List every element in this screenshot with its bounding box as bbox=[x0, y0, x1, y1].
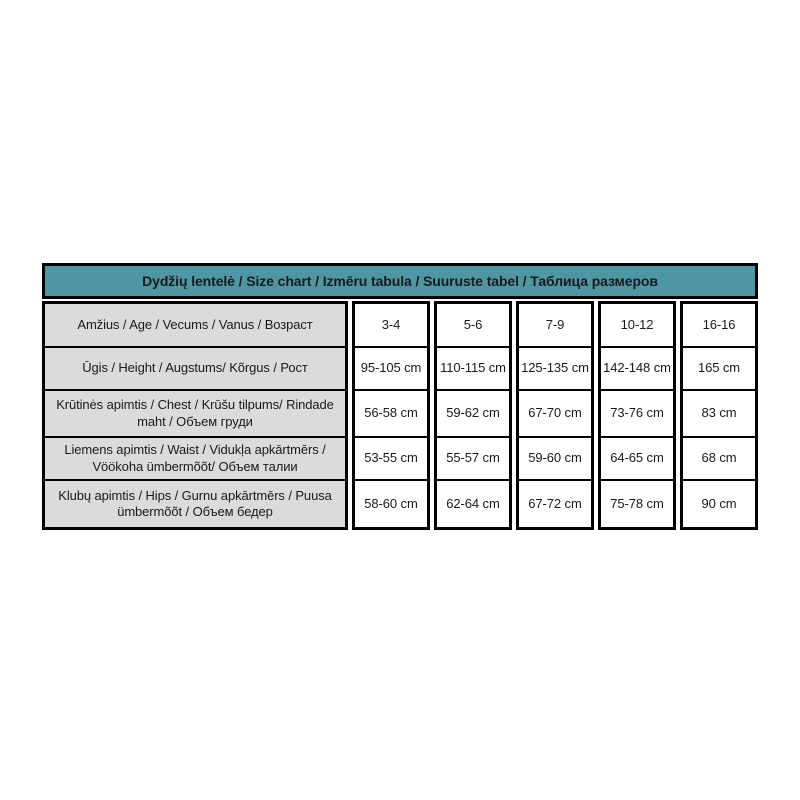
value-cell: 110-115 cm bbox=[437, 346, 509, 389]
value-cell: 64-65 cm bbox=[601, 436, 673, 479]
value-cell: 7-9 bbox=[545, 316, 565, 332]
size-chart-body bbox=[42, 301, 758, 530]
size-column-1 bbox=[352, 301, 430, 530]
value-cell: 125-135 cm bbox=[519, 346, 591, 389]
size-column-5 bbox=[680, 301, 758, 530]
value-cell: 165 cm bbox=[683, 346, 755, 389]
size-column-3 bbox=[516, 301, 594, 530]
value-cell: 59-62 cm bbox=[437, 389, 509, 436]
value-cell: 73-76 cm bbox=[601, 389, 673, 436]
value-cell: 5-6 bbox=[463, 316, 483, 332]
size-chart bbox=[42, 263, 758, 530]
value-cell: 67-70 cm bbox=[519, 389, 591, 436]
row-label: Klubų apimtis / Hips / Gurnu apkārtmērs / Puusa ümbermõõt / Объем бедер bbox=[45, 479, 345, 527]
value-cell: 62-64 cm bbox=[437, 479, 509, 527]
row-label: Ūgis / Height / Augstums/ Kõrgus / Рост bbox=[45, 346, 345, 389]
value-cell: 68 cm bbox=[683, 436, 755, 479]
row-label: Liemens apimtis / Waist / Vidukļa apkārtmērs / Vöökoha ümbermõõt/ Объем талии bbox=[45, 436, 345, 479]
value-cell: 75-78 cm bbox=[601, 479, 673, 527]
row-label: Amžius / Age / Vecums / Vanus / Возраст bbox=[77, 316, 313, 332]
size-chart-title: Dydžių lentelė / Size chart / Izmēru tabula / Suuruste tabel / Таблица размеров bbox=[42, 263, 758, 299]
value-cell: 83 cm bbox=[683, 389, 755, 436]
value-cell: 55-57 cm bbox=[437, 436, 509, 479]
value-cell: 53-55 cm bbox=[355, 436, 427, 479]
value-cell: 58-60 cm bbox=[355, 479, 427, 527]
value-cell: 95-105 cm bbox=[355, 346, 427, 389]
row-label-column bbox=[42, 301, 348, 530]
value-cell: 90 cm bbox=[683, 479, 755, 527]
value-cell: 3-4 bbox=[381, 316, 401, 332]
value-cell: 16-16 bbox=[702, 316, 736, 332]
size-column-4 bbox=[598, 301, 676, 530]
value-cell: 67-72 cm bbox=[519, 479, 591, 527]
value-cell: 142-148 cm bbox=[601, 346, 673, 389]
row-label: Krūtinės apimtis / Chest / Krūšu tilpums/ Rindade maht / Объем груди bbox=[45, 389, 345, 436]
size-column-2 bbox=[434, 301, 512, 530]
value-cell: 56-58 cm bbox=[355, 389, 427, 436]
value-cell: 10-12 bbox=[620, 316, 654, 332]
value-cell: 59-60 cm bbox=[519, 436, 591, 479]
